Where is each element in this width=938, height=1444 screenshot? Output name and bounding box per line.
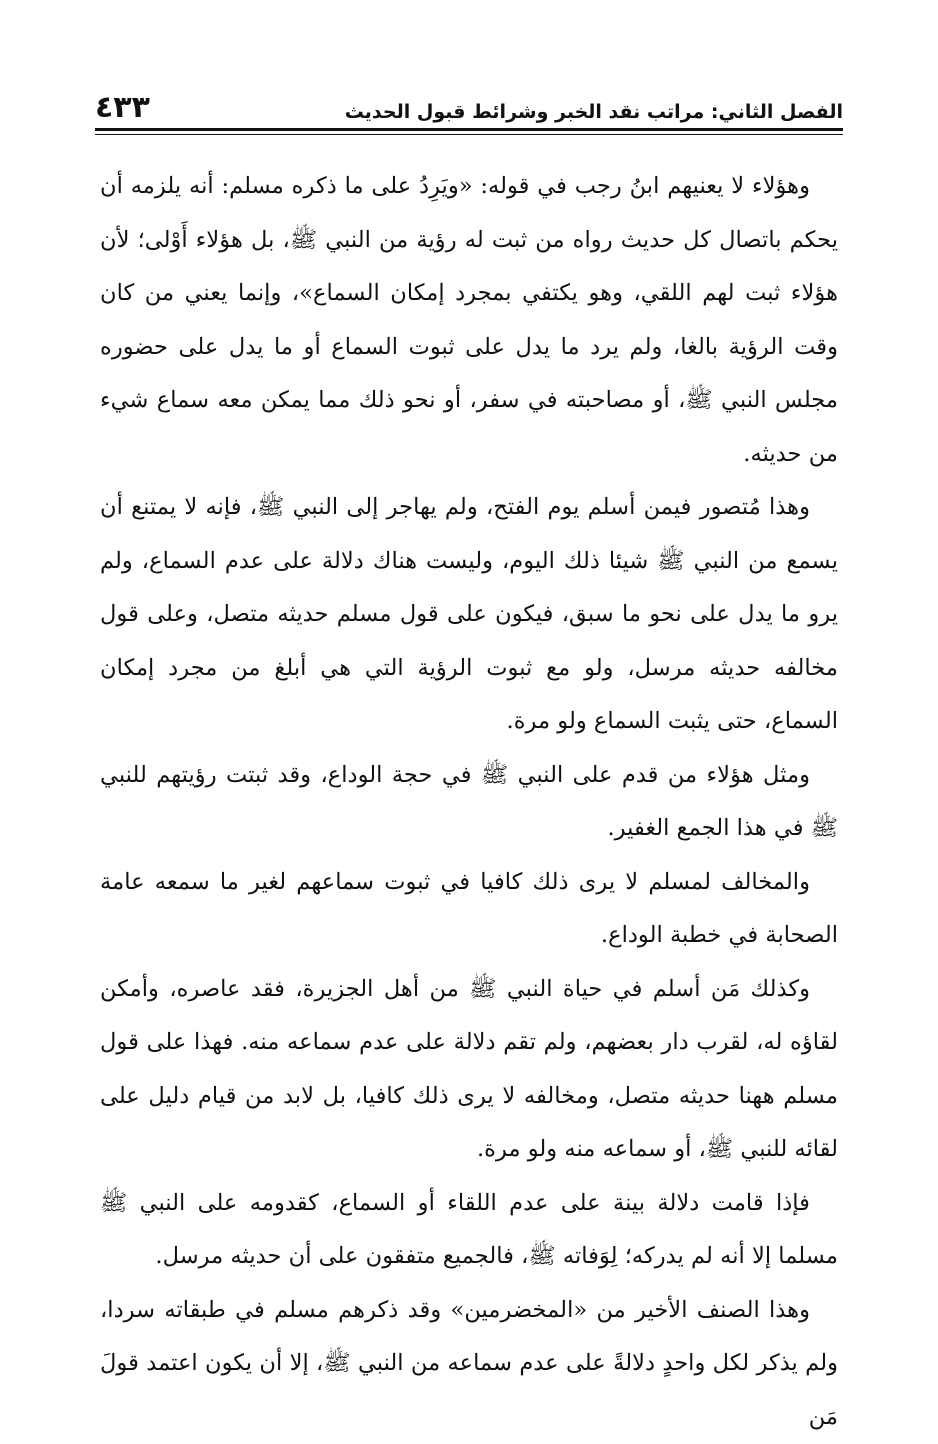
paragraph: ومثل هؤلاء من قدم على النبي ﷺ في حجة الوداع، وقد ثبتت رؤيتهم للنبي ﷺ في هذا الجمع الغفير. bbox=[100, 749, 838, 856]
paragraph: والمخالف لمسلم لا يرى ذلك كافيا في ثبوت سماعهم لغير ما سمعه عامة الصحابة في خطبة الوداع. bbox=[100, 856, 838, 963]
page-number: ٤٣٣ bbox=[95, 92, 150, 124]
paragraph: وكذلك مَن أسلم في حياة النبي ﷺ من أهل الجزيرة، فقد عاصره، وأمكن لقاؤه له، لقرب دار بعضهم، ولم تقم دلالة على عدم سماعه منه. فهذا على قول مسلم ههنا حديثه متصل، ومخالفه لا يرى ذلك كافيا، بل لابد من قيام دليل على لقائه للنبي ﷺ، أو سماعه منه ولو مرة. bbox=[100, 963, 838, 1177]
paragraph: وهؤلاء لا يعنيهم ابنُ رجب في قوله: «ويَرِدُ على ما ذكره مسلم: أنه يلزمه أن يحكم باتصال كل حديث رواه من ثبت له رؤية من النبي ﷺ، بل هؤلاء أَوْلى؛ لأن هؤلاء ثبت لهم اللقي، وهو يكتفي بمجرد إمكان السماع»، وإنما يعني من كان وقت الرؤية بالغا، ولم يرد ما يدل على ثبوت السماع أو ما يدل على حضوره مجلس النبي ﷺ، أو مصاحبته في سفر، أو نحو ذلك مما يمكن معه سماع شيء من حديثه. bbox=[100, 160, 838, 481]
paragraph: وهذا الصنف الأخير من «المخضرمين» وقد ذكرهم مسلم في طبقاته سردا، ولم يذكر لكل واحدٍ دلالةً على عدم سماعه من النبي ﷺ، إلا أن يكون اعتمد قولَ مَن bbox=[100, 1284, 838, 1444]
paragraph: فإذا قامت دلالة بينة على عدم اللقاء أو السماع، كقدومه على النبي ﷺ مسلما إلا أنه لم يدركه؛ لِوَفاته ﷺ، فالجميع متفقون على أن حديثه مرسل. bbox=[100, 1177, 838, 1284]
paragraph: وهذا مُتصور فيمن أسلم يوم الفتح، ولم يهاجر إلى النبي ﷺ، فإنه لا يمتنع أن يسمع من النبي ﷺ شيئا ذلك اليوم، وليست هناك دلالة على عدم السماع، ولم يرو ما يدل على نحو ما سبق، فيكون على قول مسلم حديثه متصل، وعلى قول مخالفه حديثه مرسل، ولو مع ثبوت الرؤية التي هي أبلغ من مجرد إمكان السماع، حتى يثبت السماع ولو مرة. bbox=[100, 481, 838, 749]
page-header bbox=[95, 84, 843, 124]
running-title: الفصل الثاني: مراتب نقد الخبر وشرائط قبول الحديث bbox=[345, 100, 843, 124]
header-rule bbox=[95, 128, 843, 135]
page-body bbox=[100, 160, 838, 1389]
